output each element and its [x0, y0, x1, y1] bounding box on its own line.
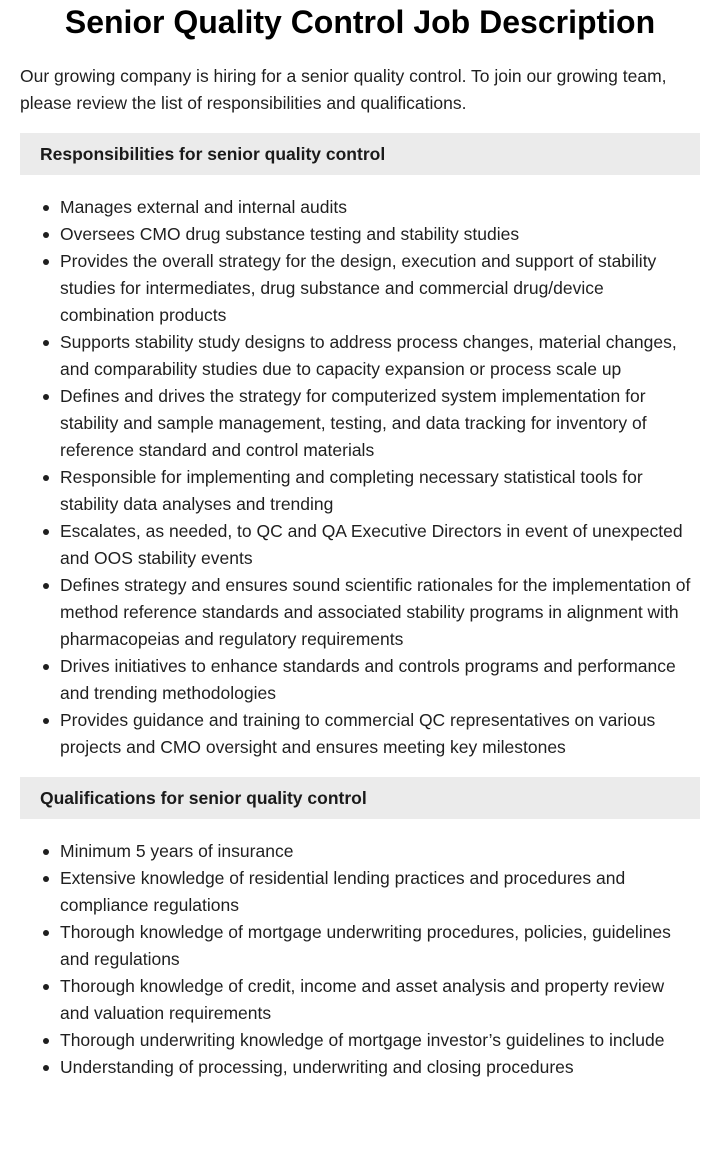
list-item: Escalates, as needed, to QC and QA Executive Directors in event of unexpected and OOS stability events [60, 518, 700, 572]
list-item: Extensive knowledge of residential lending practices and procedures and compliance regulations [60, 865, 700, 919]
qualifications-list [20, 838, 700, 1081]
list-item: Responsible for implementing and completing necessary statistical tools for stability data analyses and trending [60, 464, 700, 518]
intro-paragraph: Our growing company is hiring for a senior quality control. To join our growing team, please review the list of responsibilities and qualifications. [20, 66, 667, 113]
list-item: Supports stability study designs to address process changes, material changes, and comparability studies due to capacity expansion or process scale up [60, 329, 700, 383]
list-item: Drives initiatives to enhance standards and controls programs and performance and trending methodologies [60, 653, 700, 707]
list-item: Provides the overall strategy for the design, execution and support of stability studies for intermediates, drug substance and commercial drug/device combination products [60, 248, 700, 329]
list-item: Thorough knowledge of mortgage underwriting procedures, policies, guidelines and regulations [60, 919, 700, 973]
list-item: Defines and drives the strategy for computerized system implementation for stability and sample management, testing, and data tracking for inventory of reference standard and control materials [60, 383, 700, 464]
responsibilities-heading: Responsibilities for senior quality control [20, 133, 700, 175]
list-item: Thorough underwriting knowledge of mortgage investor’s guidelines to include [60, 1027, 700, 1054]
list-item: Defines strategy and ensures sound scientific rationales for the implementation of method reference standards and associated stability programs in alignment with pharmacopeias and regulatory requirements [60, 572, 700, 653]
page-title: Senior Quality Control Job Description [64, 4, 656, 40]
list-item: Oversees CMO drug substance testing and stability studies [60, 221, 700, 248]
responsibilities-list [20, 194, 700, 761]
qualifications-heading: Qualifications for senior quality control [20, 777, 700, 819]
list-item: Manages external and internal audits [60, 194, 700, 221]
list-item: Understanding of processing, underwriting and closing procedures [60, 1054, 700, 1081]
list-item: Thorough knowledge of credit, income and asset analysis and property review and valuation requirements [60, 973, 700, 1027]
list-item: Minimum 5 years of insurance [60, 838, 700, 865]
list-item: Provides guidance and training to commercial QC representatives on various projects and CMO oversight and ensures meeting key milestones [60, 707, 700, 761]
